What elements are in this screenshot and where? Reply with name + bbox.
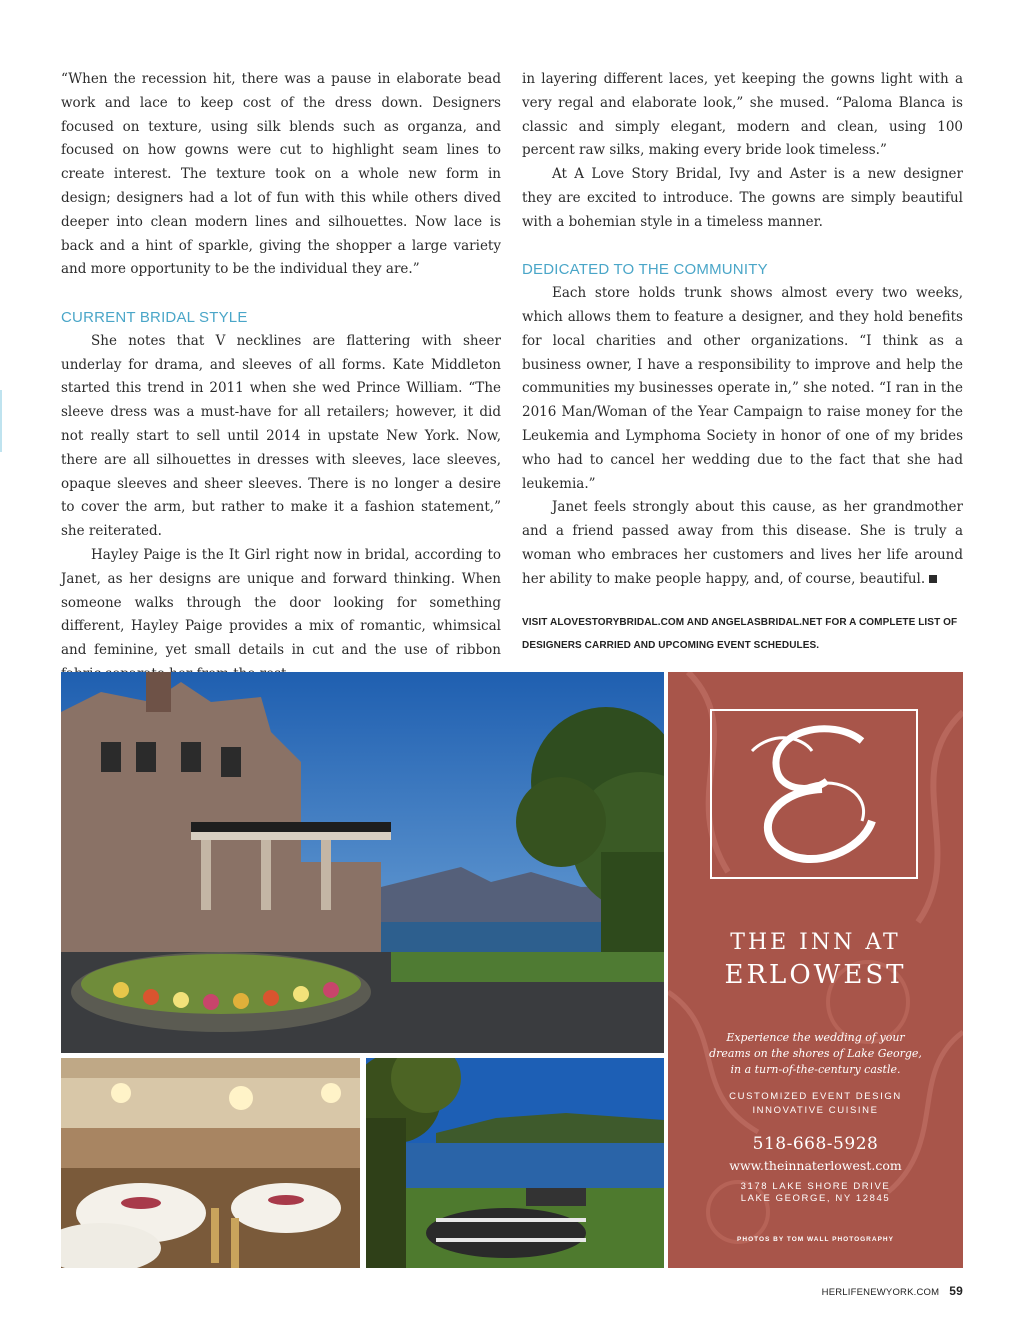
page-number: 59 <box>949 1284 963 1298</box>
visit-note: VISIT ALOVESTORYBRIDAL.COM AND ANGELASBRIDAL.NET FOR A COMPLETE LIST OF DESIGNERS CARRIED AND UPCOMING EVENT SCHEDULES. <box>522 616 958 652</box>
article-column-right <box>522 68 963 658</box>
paragraph-text: Janet feels strongly about this cause, as her grandmother and a friend passed away from this disease. She is truly a woman who embraces her customers and lives her life around her ability to make people happy, and, of course, beautiful. <box>522 499 963 587</box>
inn-name-line2: ERLOWEST <box>724 960 907 990</box>
tagline <box>668 1030 963 1078</box>
inn-at-erlowest-ad <box>668 672 963 1268</box>
paragraph: in layering different laces, yet keeping the gowns light with a very regal and elaborate look,” she mused. “Paloma Blanca is classic and simply elegant, modern and clean, using 100 percent raw silks, making every bride look timeless.” <box>522 71 963 159</box>
paragraph: At A Love Story Bridal, Ivy and Aster is a new designer they are excited to introduce. The gowns are simply beautiful with a bohemian style in a timeless manner. <box>522 166 963 230</box>
website-link[interactable]: www.theinnaterlowest.com <box>729 1158 902 1173</box>
paragraph <box>522 496 963 591</box>
e-monogram-icon <box>712 711 916 877</box>
service-line: INNOVATIVE CUISINE <box>752 1105 879 1116</box>
address-line: 3178 LAKE SHORE DRIVE <box>740 1181 891 1192</box>
end-mark-icon <box>929 575 937 583</box>
logo-frame <box>710 709 918 879</box>
tagline-line: Experience the wedding of your <box>726 1031 905 1044</box>
castle-photo <box>61 672 664 1053</box>
phone-number: 518-668-5928 <box>752 1134 879 1154</box>
inn-name-line1: THE INN AT <box>730 930 901 955</box>
ballroom-photo <box>61 1058 360 1268</box>
paragraph-text: Each store holds trunk shows almost every two weeks, which allows them to feature a designer, and they hold benefits for local charities and other organizations. “I think as a business owner, I have a responsibility to improve and help the communities my businesses operate in,” she noted. “I ran in the 2016 Man/Woman of the Year Campaign to raise money for the Leukemia and Lymphoma Society in honor of one of my brides who had to cancel her wedding due to the fact that she had leukemia.” <box>522 285 963 492</box>
paragraph: Hayley Paige is the It Girl right now in bridal, according to Janet, as her designs are unique and forward thinking. When someone walks through the door looking for something different, Hayley Paige provides a mix of romantic, whimsical and feminine, yet small details in cut and the use of ribbon <box>61 546 501 659</box>
service-line: CUSTOMIZED EVENT DESIGN <box>729 1091 902 1102</box>
page-footer <box>822 1284 963 1298</box>
page-edge-mark <box>0 390 2 452</box>
address-line: LAKE GEORGE, NY 12845 <box>740 1193 891 1204</box>
tagline-line: in a turn-of-the-century castle. <box>730 1063 901 1076</box>
photo-credit: PHOTOS BY TOM WALL PHOTOGRAPHY <box>737 1236 894 1243</box>
tagline-line: dreams on the shores of Lake George, <box>709 1047 922 1060</box>
footer-site: HERLIFENEWYORK.COM <box>821 1287 940 1298</box>
section-heading: CURRENT BRIDAL STYLE <box>61 308 248 326</box>
paragraph: She notes that V necklines are flattering with sheer underlay for drama, and sleeves of all forms. Kate Middleton started this trend in 2011 when she wed Prince William. “The sleeve dress was a must-have for all retailers; however, it did not really start to sell until 2014 in upstate New York. Now, there are all silhouettes in dresses with sleeves, lace sleeves, opaque sleeves and sheer sleeves. There is no longer a desire to cover the arm, but rather to make it a fashion statement,” she reiterated. <box>61 332 501 540</box>
article-column-left <box>61 68 501 758</box>
ceremony-photo <box>366 1058 664 1268</box>
paragraph <box>522 282 963 496</box>
paragraph: “When the recession hit, there was a pause in elaborate bead work and lace to keep cost of the dress down. Designers focused on texture, using silk blends such as organza, and focused on how gowns were cut to highlight seam lines to create interest. The texture took on a whole new form in design; designers had a lot of fun with this while others dived deeper into clean modern lines and silhouettes. Now lace is back and a hint of sparkle, giving the shopper a large variety and more opportunity to be the individual they are.” <box>61 71 501 278</box>
section-heading: DEDICATED TO THE COMMUNITY <box>522 261 768 279</box>
